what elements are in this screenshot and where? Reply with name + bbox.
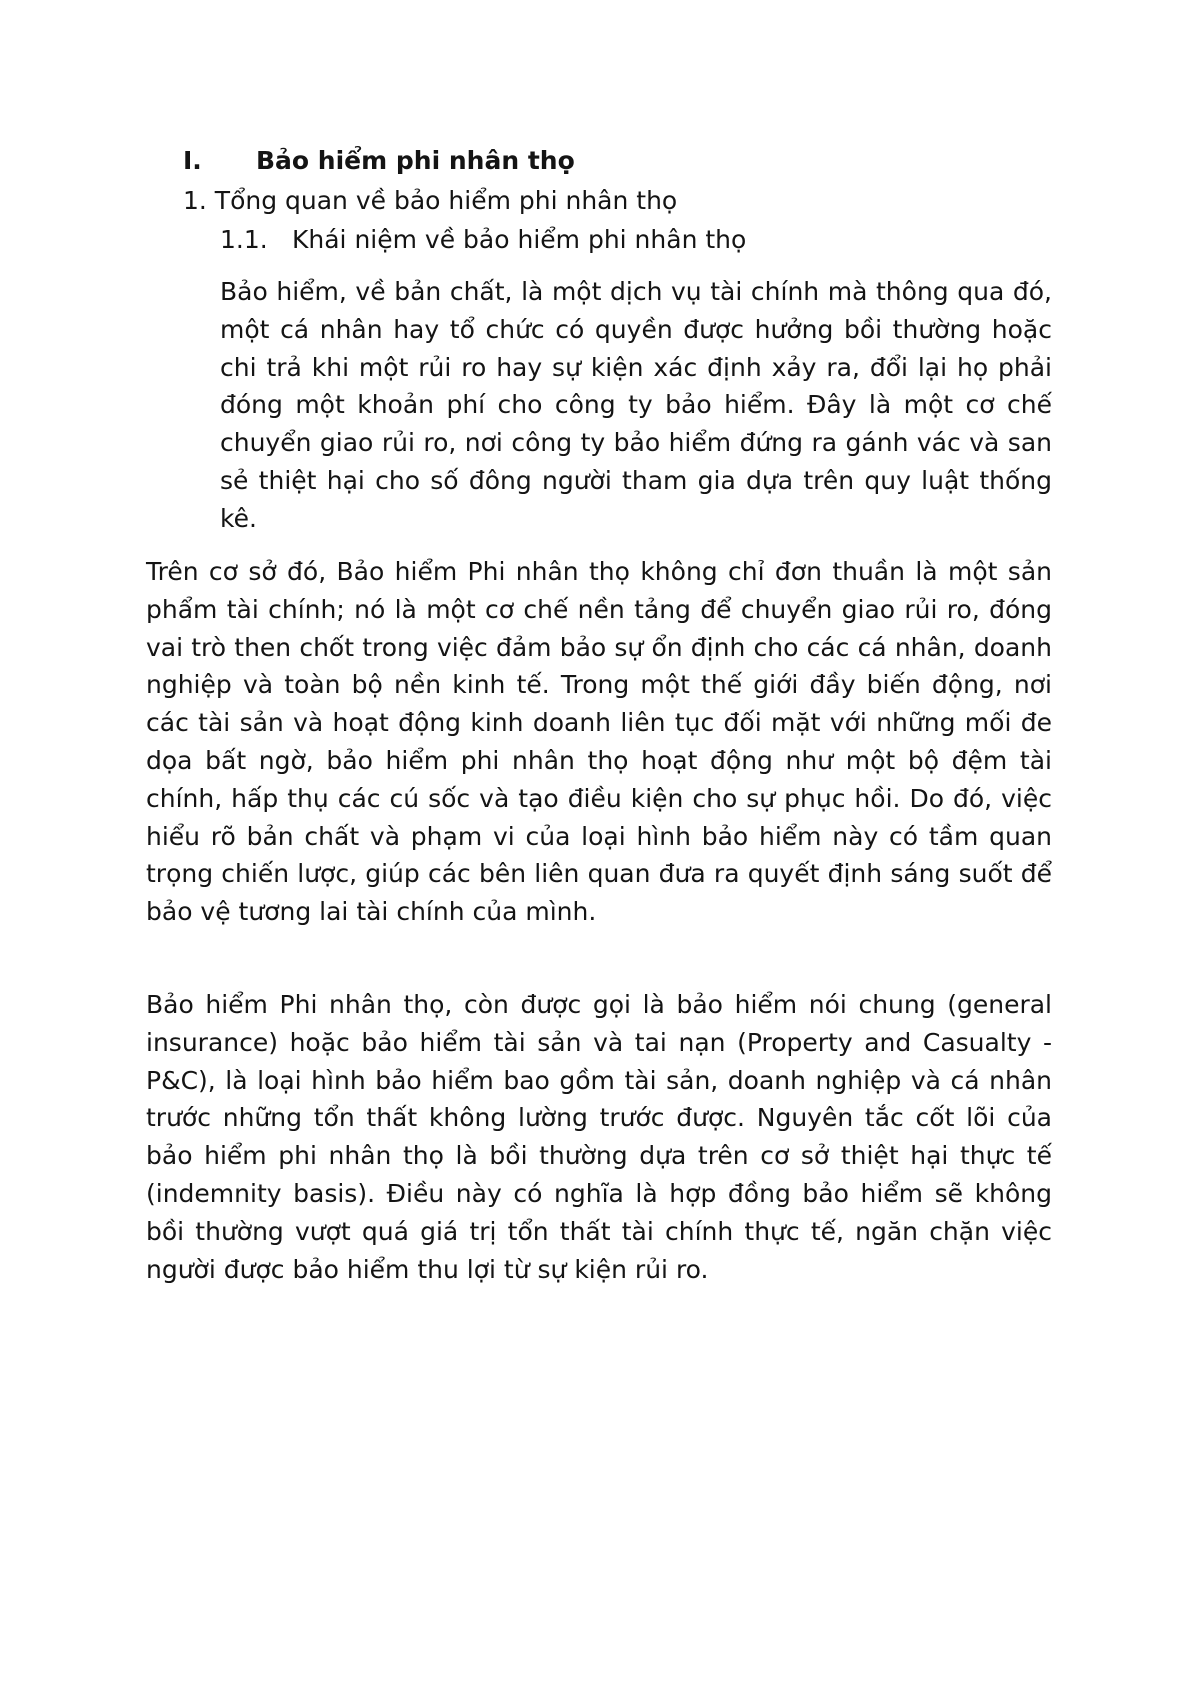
subsubsection-heading bbox=[220, 222, 746, 258]
subsubsection-title: Khái niệm về bảo hiểm phi nhân thọ bbox=[292, 225, 747, 254]
subsubsection-number: 1.1. bbox=[220, 225, 268, 254]
section-title: Bảo hiểm phi nhân thọ bbox=[256, 146, 575, 175]
section-number: I. bbox=[183, 146, 202, 175]
paragraph-definition: Bảo hiểm, về bản chất, là một dịch vụ tài chính mà thông qua đó, một cá nhân hay tổ chức có quyền được hưởng bồi thường hoặc chi trả khi một rủi ro hay sự kiện xác định xảy ra, đổi lại họ phải đóng một khoản phí cho công ty bảo hiểm. Đây là một cơ chế chuyển giao rủi ro, nơi công ty bảo hiểm đứng ra gánh vác và san sẻ thiệt hại cho số đông người tham gia dựa trên quy luật thống kê. bbox=[220, 277, 1052, 533]
paragraph-importance: Trên cơ sở đó, Bảo hiểm Phi nhân thọ không chỉ đơn thuần là một sản phẩm tài chính; nó là một cơ chế nền tảng để chuyển giao rủi ro, đóng vai trò then chốt trong việc đảm bảo sự ổn định cho các cá nhân, doanh nghiệp và toàn bộ nền kinh tế. Trong một thế giới đầy biến động, nơi các tài sản và hoạt động kinh doanh liên tục đối mặt với những mối đe dọa bất ngờ, bảo hiểm phi nhân thọ hoạt động như một bộ đệm tài chính, hấp thụ các cú sốc và tạo điều kiện cho sự phục hồi. Do đó, việc hiểu rõ bản chất và phạm vi của loại hình bảo hiểm này có tầm quan trọng chiến lược, giúp các bên liên quan đưa ra quyết định sáng suốt để bảo vệ tương lai tài chính của mình. bbox=[146, 557, 1052, 927]
subsection-heading: 1. Tổng quan về bảo hiểm phi nhân thọ bbox=[183, 186, 678, 215]
section-heading bbox=[183, 143, 575, 179]
paragraph-general-insurance: Bảo hiểm Phi nhân thọ, còn được gọi là bảo hiểm nói chung (general insurance) hoặc bảo hiểm tài sản và tai nạn (Property and Casualty - P&C), là loại hình bảo hiểm bao gồm tài sản, doanh nghiệp và cá nhân trước những tổn thất không lường trước được. Nguyên tắc cốt lõi của bảo hiểm phi nhân thọ là bồi thường dựa trên cơ sở thiệt hại thực tế (indemnity basis). Điều này có nghĩa là hợp đồng bảo hiểm sẽ không bồi thường vượt quá giá trị tổn thất tài chính thực tế, ngăn chặn việc người được bảo hiểm thu lợi từ sự kiện rủi ro. bbox=[146, 990, 1052, 1284]
